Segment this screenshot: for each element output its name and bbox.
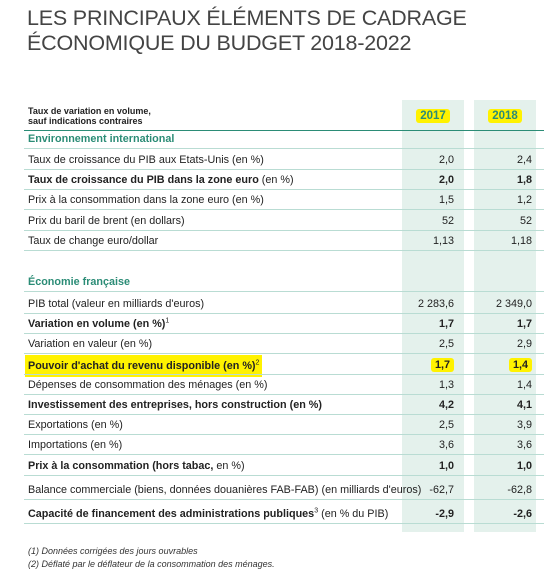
row-label: Importations	[28, 439, 88, 452]
value-2017: 2 283,6	[417, 298, 454, 310]
table-row	[24, 314, 544, 334]
row-label: Capacité de financement des administrations publiques	[28, 508, 315, 520]
year-2018-header: 2018	[474, 106, 536, 126]
value-2018: 1,4	[462, 355, 532, 375]
page-title	[27, 6, 547, 56]
value-2017: -2,9	[435, 508, 454, 520]
value-2018: 2,9	[516, 338, 532, 351]
row-unit-note: (en %)	[117, 338, 153, 351]
value-2017: 1,5	[438, 194, 454, 207]
row-unit-note: (en %)	[229, 194, 264, 207]
table-row	[24, 231, 544, 251]
value-2017: -62,7	[429, 483, 454, 496]
value-2018: 4,1	[516, 399, 532, 411]
table-row	[24, 435, 544, 455]
row-unit-note: (en %)	[88, 419, 123, 432]
row-label: Investissement des entreprises, hors construction (en %)	[28, 399, 322, 411]
value-2017: 4,2	[438, 399, 454, 411]
table-row	[24, 294, 544, 314]
table-row	[24, 190, 544, 210]
table-row	[24, 150, 544, 170]
row-label: Prix à la consommation dans la zone euro	[28, 194, 230, 207]
table-row	[24, 504, 544, 524]
value-2017: 3,6	[438, 439, 454, 452]
row-unit-note: (en milliards d'euros)	[318, 483, 422, 496]
value-2017: 1,13	[432, 234, 454, 247]
value-2017: 2,5	[438, 419, 454, 432]
row-label: Pouvoir d'achat du revenu disponible (en %)	[28, 359, 256, 372]
row-label: Taux de croissance du PIB aux Etats-Unis	[28, 154, 230, 166]
value-2018: 1,2	[516, 194, 532, 207]
row-divider	[24, 250, 544, 251]
footnote-2: (2) Déflaté par le déflateur de la consommation des ménages.	[28, 559, 275, 569]
value-2018: 3,9	[516, 419, 532, 432]
row-unit-note: (en dollars)	[127, 214, 185, 227]
row-label: PIB total	[28, 298, 69, 310]
value-2017: 2,0	[438, 174, 454, 187]
row-label: Taux de croissance du PIB dans la zone euro	[28, 174, 259, 187]
table-row	[24, 480, 544, 500]
table-row	[24, 355, 544, 375]
row-unit-note: en %)	[213, 459, 245, 472]
footnote-ref: 2	[255, 359, 260, 366]
row-label: Prix du baril de brent	[28, 214, 128, 227]
row-label: Dépenses de consommation des ménages	[28, 378, 233, 391]
footnote-1: (1) Données corrigées des jours ouvrables	[28, 546, 198, 556]
row-label: Variation en valeur	[28, 338, 118, 351]
table-row	[24, 395, 544, 415]
row-label: Exportations	[28, 419, 89, 432]
section-title: Environnement international	[28, 133, 175, 145]
row-divider	[24, 475, 544, 476]
value-2017: 1,3	[438, 378, 454, 391]
row-label: Prix à la consommation (hors tabac,	[28, 459, 214, 472]
value-2018: 1,18	[510, 234, 532, 247]
title-line-2: ÉCONOMIQUE DU BUDGET 2018-2022	[27, 31, 412, 55]
value-2017: 52	[441, 214, 454, 227]
row-divider	[24, 499, 544, 500]
value-2018: 52	[519, 214, 532, 227]
footnote-ref: 1	[165, 317, 170, 325]
table-row	[24, 334, 544, 354]
value-2017: 2,0	[438, 154, 454, 166]
value-2018: -62,8	[507, 483, 532, 496]
section-title: Économie française	[28, 276, 131, 288]
row-unit-note: (valeur en milliards d'euros)	[68, 298, 205, 310]
table-row	[24, 456, 544, 476]
value-2018: 2 349,0	[495, 298, 532, 310]
value-2018: 1,4	[516, 378, 532, 391]
table-row	[24, 415, 544, 435]
footnote-ref: 3	[314, 507, 319, 515]
value-2018: 1,8	[516, 174, 532, 187]
row-unit-note: (en %)	[258, 174, 294, 187]
row-label: Balance commerciale (biens, données douanières FAB-FAB)	[28, 483, 319, 496]
value-2017: 1,0	[438, 459, 454, 472]
row-label: Taux de change euro/dollar	[28, 234, 159, 247]
value-2017: 1,7	[374, 355, 454, 375]
table-row	[24, 170, 544, 190]
title-line-1: LES PRINCIPAUX ÉLÉMENTS DE CADRAGE	[27, 6, 467, 30]
value-2018: -2,6	[513, 508, 532, 520]
row-unit-note: (en %)	[232, 378, 268, 391]
header-divider	[24, 130, 544, 131]
value-2017: 1,7	[438, 318, 454, 331]
table-header-label: Taux de variation en volume, sauf indications contraires	[28, 106, 151, 126]
row-divider	[24, 291, 544, 292]
table-row	[24, 211, 544, 231]
value-2018: 2,4	[516, 154, 532, 166]
year-2017-header: 2017	[402, 106, 464, 126]
row-unit-note: (en % du PIB)	[318, 508, 389, 520]
row-unit-note: (en %)	[87, 439, 123, 452]
row-divider	[24, 148, 544, 149]
value-2018: 1,7	[516, 318, 532, 331]
row-unit-note: (en %)	[229, 154, 264, 166]
table-row	[24, 375, 544, 395]
row-divider	[24, 523, 544, 524]
value-2018: 1,0	[516, 459, 532, 472]
row-label: Variation en volume (en %)	[28, 318, 166, 331]
value-2018: 3,6	[516, 439, 532, 452]
value-2017: 2,5	[438, 338, 454, 351]
